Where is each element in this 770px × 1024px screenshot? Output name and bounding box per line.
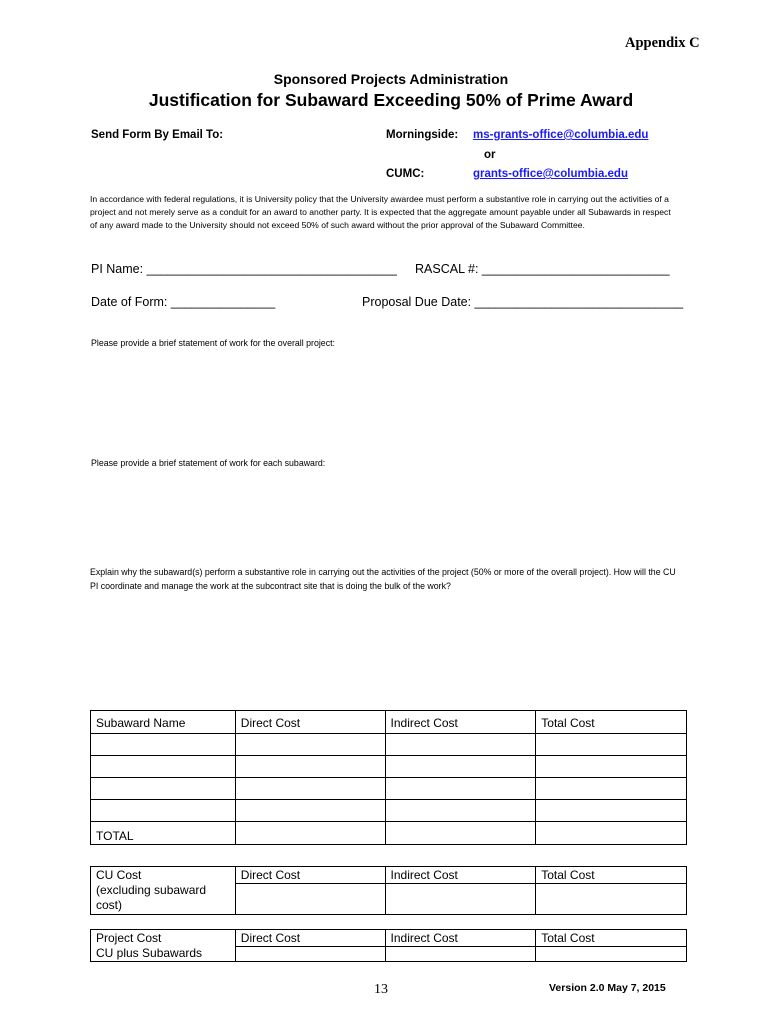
direct-cost-cell[interactable] — [235, 734, 385, 756]
cu-indirect-cost-header: Indirect Cost — [385, 867, 536, 884]
send-label: Send Form By Email To: — [91, 129, 224, 141]
page-title: Justification for Subaward Exceeding 50% of Prime Award — [148, 90, 634, 110]
subaward-name-cell[interactable] — [91, 734, 236, 756]
policy-paragraph: In accordance with federal regulations, it is University policy that the University awardee must perform a substantive role in carrying out the activities of a project and not merely serve as a conduit for an award to another party. It is expected that the aggregate amount payable under all Subawards in respect of any award made to the University should not exceed 50% of such award without the prior approval of the Subaward Committee. — [90, 194, 671, 230]
subaward-work-prompt: Please provide a brief statement of work for each subaward: — [91, 458, 326, 468]
project-cost-label: Project Cost CU plus Subawards — [91, 930, 236, 962]
indirect-cost-cell[interactable] — [385, 778, 536, 800]
direct-cost-cell[interactable] — [235, 800, 385, 822]
project-cost-table — [90, 929, 687, 962]
table-row — [91, 930, 687, 947]
cumc-email-link[interactable]: grants-office@columbia.edu — [473, 168, 628, 180]
total-total-cell[interactable] — [536, 822, 687, 845]
subaward-name-cell[interactable] — [91, 778, 236, 800]
or-text: or — [484, 149, 496, 161]
rascal-field[interactable]: RASCAL #: ___________________________ — [415, 262, 670, 276]
table-row — [91, 800, 687, 822]
subaward-table — [90, 710, 687, 845]
overall-work-prompt: Please provide a brief statement of work for the overall project: — [91, 338, 335, 348]
table-row — [91, 778, 687, 800]
project-direct-cost-header: Direct Cost — [235, 930, 385, 947]
project-indirect-cost-cell[interactable] — [385, 947, 536, 962]
indirect-cost-cell[interactable] — [385, 756, 536, 778]
table-row — [91, 734, 687, 756]
total-direct-cell[interactable] — [235, 822, 385, 845]
cu-cost-label: CU Cost (excluding subaward cost) — [91, 867, 236, 915]
project-indirect-cost-header: Indirect Cost — [385, 930, 536, 947]
indirect-cost-cell[interactable] — [385, 800, 536, 822]
project-total-cost-header: Total Cost — [536, 930, 687, 947]
cu-direct-cost-cell[interactable] — [235, 884, 385, 915]
pi-name-field[interactable]: PI Name: ____________________________________ — [91, 262, 397, 276]
total-cost-cell[interactable] — [536, 800, 687, 822]
org-heading: Sponsored Projects Administration — [273, 71, 509, 87]
cumc-label: CUMC: — [386, 168, 425, 180]
total-cost-cell[interactable] — [536, 778, 687, 800]
direct-cost-cell[interactable] — [235, 778, 385, 800]
total-cost-cell[interactable] — [536, 734, 687, 756]
total-indirect-cell[interactable] — [385, 822, 536, 845]
table-row — [91, 756, 687, 778]
version-footer: Version 2.0 May 7, 2015 — [549, 982, 666, 994]
direct-cost-header: Direct Cost — [235, 711, 385, 734]
morningside-email-link[interactable]: ms-grants-office@columbia.edu — [473, 129, 649, 141]
cu-total-cost-header: Total Cost — [536, 867, 687, 884]
subaward-name-cell[interactable] — [91, 756, 236, 778]
cu-indirect-cost-cell[interactable] — [385, 884, 536, 915]
proposal-due-date-field[interactable]: Proposal Due Date: ______________________________ — [362, 295, 684, 309]
page-number: 13 — [374, 982, 388, 997]
project-direct-cost-cell[interactable] — [235, 947, 385, 962]
date-of-form-field[interactable]: Date of Form: _______________ — [91, 295, 276, 309]
table-header-row — [91, 711, 687, 734]
subaward-name-header: Subaward Name — [91, 711, 236, 734]
total-row — [91, 822, 687, 845]
cu-total-cost-cell[interactable] — [536, 884, 687, 915]
subaward-name-cell[interactable] — [91, 800, 236, 822]
table-row — [91, 867, 687, 884]
project-total-cost-cell[interactable] — [536, 947, 687, 962]
cu-direct-cost-header: Direct Cost — [235, 867, 385, 884]
appendix-label: Appendix C — [625, 35, 700, 51]
total-cost-header: Total Cost — [536, 711, 687, 734]
indirect-cost-cell[interactable] — [385, 734, 536, 756]
morningside-label: Morningside: — [386, 129, 459, 141]
substantive-role-prompt: Explain why the subaward(s) perform a substantive role in carrying out the activities of the project (50% or more of the overall project). How will the CU PI coordinate and manage the work at the subcontract site that is doing the bulk of the work? — [90, 567, 676, 591]
direct-cost-cell[interactable] — [235, 756, 385, 778]
indirect-cost-header: Indirect Cost — [385, 711, 536, 734]
cu-cost-table — [90, 866, 687, 915]
total-cost-cell[interactable] — [536, 756, 687, 778]
total-label: TOTAL — [91, 822, 236, 845]
